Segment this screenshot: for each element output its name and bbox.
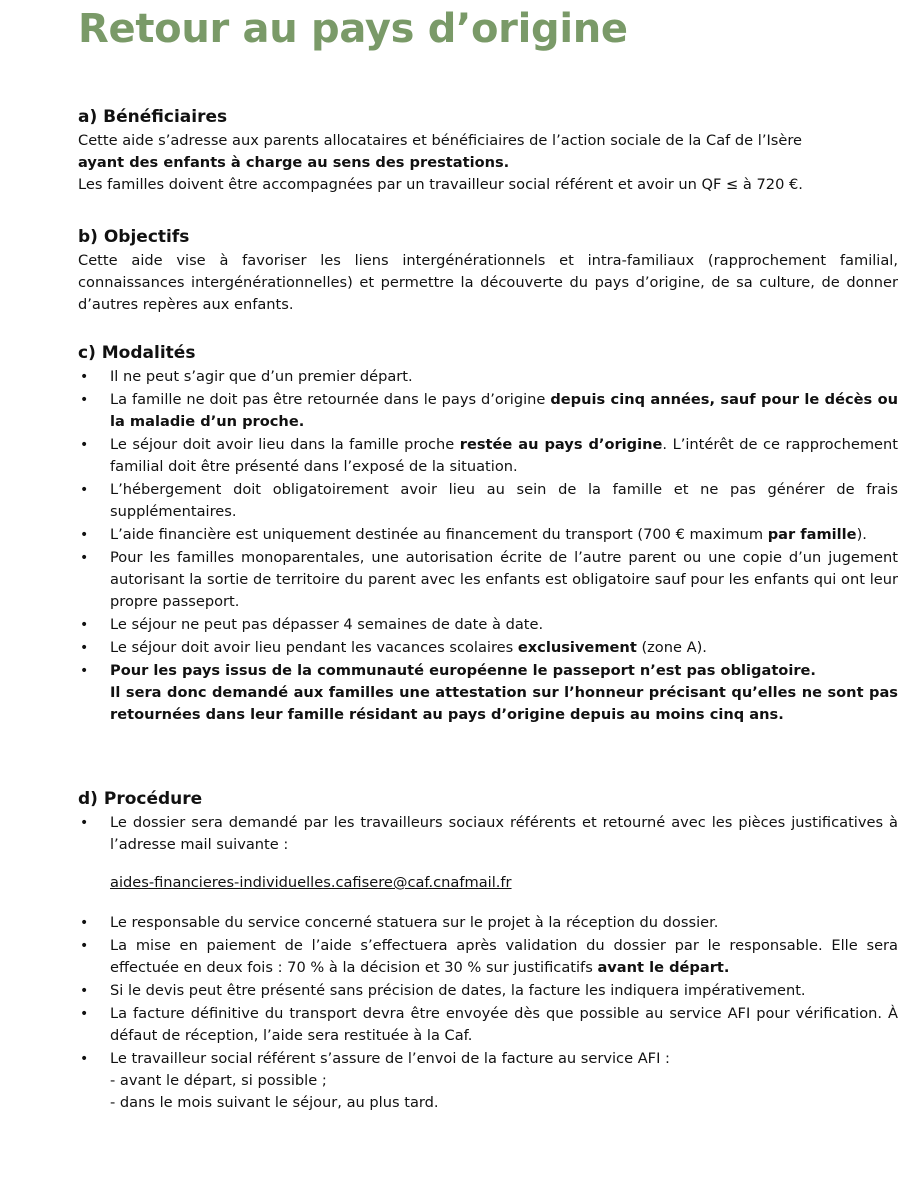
list-item: • La famille ne doit pas être retournée dans le pays d’origine depuis cinq années, sauf pour le décès ou la maladie d’un proche. bbox=[78, 389, 898, 433]
list-item: • La mise en paiement de l’aide s’effectuera après validation du dossier par le responsable. Elle sera effectuée en deux fois : 70 % à la décision et 30 % sur justificatifs avant le départ. bbox=[78, 935, 898, 979]
section-beneficiaires bbox=[78, 106, 898, 196]
section-heading: d) Procédure bbox=[78, 789, 203, 809]
paragraph-bold-text: ayant des enfants à charge au sens des prestations. bbox=[78, 154, 510, 171]
page-title: Retour au pays d’origine bbox=[78, 6, 628, 52]
list-item: • Le séjour ne peut pas dépasser 4 semaines de date à date. bbox=[78, 614, 898, 636]
list-item: • L’hébergement doit obligatoirement avoir lieu au sein de la famille et ne pas générer de frais supplémentaires. bbox=[78, 479, 898, 523]
list-item: • Pour les pays issus de la communauté européenne le passeport n’est pas obligatoire. Il sera donc demandé aux familles une attestation sur l’honneur précisant qu’elles ne sont pas retournées dans leur famille résidant au pays d’origine depuis au moins cinq ans. bbox=[78, 660, 898, 726]
section-heading: c) Modalités bbox=[78, 343, 196, 363]
list-item: • Le responsable du service concerné statuera sur le projet à la réception du dossier. bbox=[78, 912, 898, 934]
modalites-list bbox=[78, 366, 898, 726]
section-procedure bbox=[78, 788, 898, 1115]
email-link[interactable]: aides-financieres-individuelles.cafisere@caf.cnafmail.fr bbox=[110, 874, 512, 891]
section-modalites bbox=[78, 342, 898, 727]
paragraph-text: Cette aide s’adresse aux parents allocataires et bénéficiaires de l’action sociale de la Caf de l’Isère bbox=[78, 132, 803, 149]
procedure-first-list bbox=[78, 812, 898, 856]
section-heading: b) Objectifs bbox=[78, 227, 190, 247]
section-heading: a) Bénéficiaires bbox=[78, 107, 228, 127]
list-item: • La facture définitive du transport devra être envoyée dès que possible au service AFI pour vérification. À défaut de réception, l’aide sera restituée à la Caf. bbox=[78, 1003, 898, 1047]
section-paragraph: Cette aide vise à favoriser les liens intergénérationnels et intra-familiaux (rapprochement familial, connaissances intergénérationnelles) et permettre la découverte du pays d’origine, de sa culture, de donner d’autres repères aux enfants. bbox=[78, 252, 898, 313]
list-item: • Le séjour doit avoir lieu pendant les vacances scolaires exclusivement (zone A). bbox=[78, 637, 898, 659]
list-item: • Pour les familles monoparentales, une autorisation écrite de l’autre parent ou une copie d’un jugement autorisant la sortie de territoire du parent avec les enfants est obligatoire sauf pour les enfants qui ont leur propre passeport. bbox=[78, 547, 898, 613]
paragraph-text: Les familles doivent être accompagnées par un travailleur social référent et avoir un QF ≤ à 720 €. bbox=[78, 176, 803, 193]
procedure-list bbox=[78, 912, 898, 1114]
list-item: • Le travailleur social référent s’assure de l’envoi de la facture au service AFI : - avant le départ, si possible ; - dans le mois suivant le séjour, au plus tard. bbox=[78, 1048, 898, 1114]
list-item: • Le séjour doit avoir lieu dans la famille proche restée au pays d’origine. L’intérêt de ce rapprochement familial doit être présenté dans l’exposé de la situation. bbox=[78, 434, 898, 478]
list-item: • L’aide financière est uniquement destinée au financement du transport (700 € maximum par famille). bbox=[78, 524, 898, 546]
list-item: • Si le devis peut être présenté sans précision de dates, la facture les indiquera impérativement. bbox=[78, 980, 898, 1002]
list-item: • Le dossier sera demandé par les travailleurs sociaux référents et retourné avec les pièces justificatives à l’adresse mail suivante : bbox=[78, 812, 898, 856]
list-item: • Il ne peut s’agir que d’un premier départ. bbox=[78, 366, 898, 388]
section-objectifs bbox=[78, 226, 898, 316]
section-paragraph bbox=[78, 130, 898, 196]
